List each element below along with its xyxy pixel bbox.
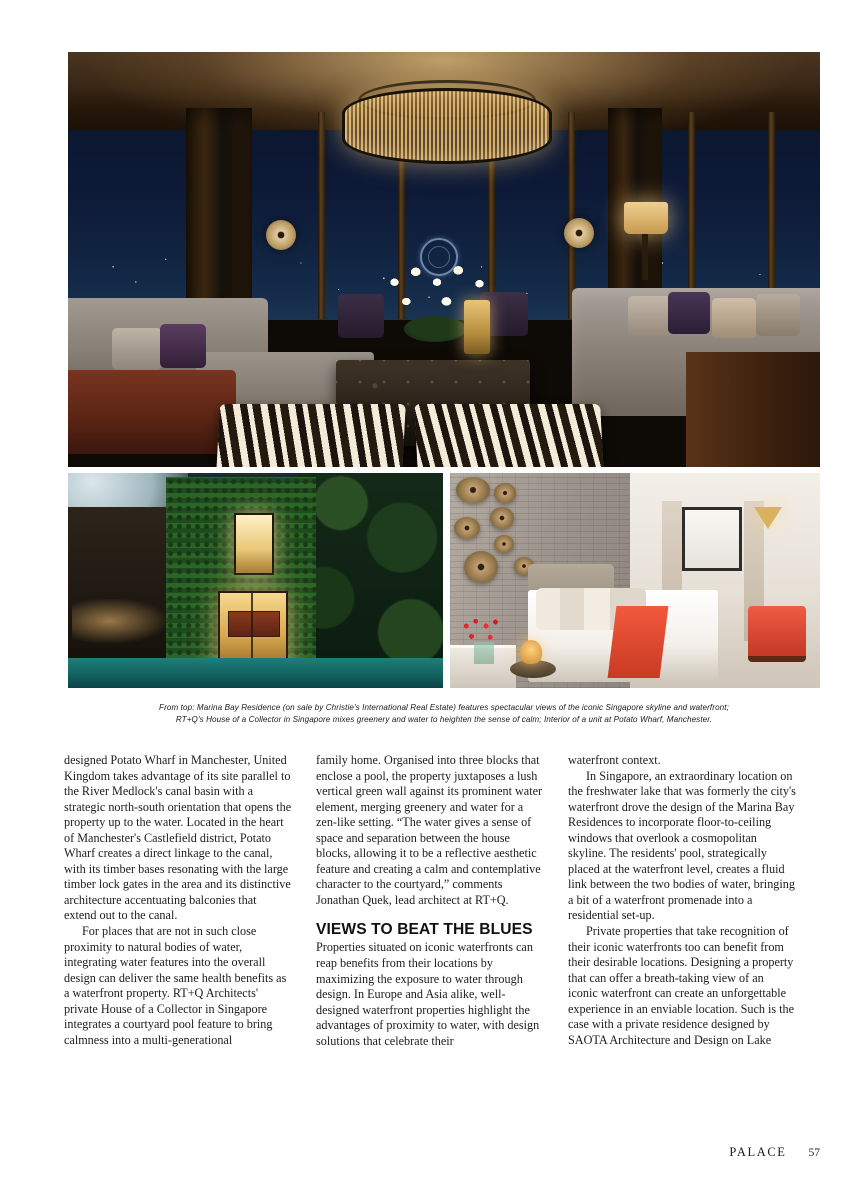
hero-pillow-tan [712,298,756,338]
wall-disc-left [266,220,296,250]
chandelier-icon [342,80,552,166]
wall-basket-3 [490,507,514,529]
footer-brand: PALACE [729,1145,787,1159]
table-lamp-icon [624,202,668,234]
wall-basket-2 [494,483,516,503]
hero-column-left [186,108,252,320]
hero-pillow-grey-1 [112,328,162,370]
col1-paragraph-2: For places that are not in such close proximity to natural bodies of water, integrating water features into the overall design can deliver the same health benefits as a waterfront property. RT+Q Architects' private House of a Collector in Singapore integrates a courtyard pool feature to bring calmness into a multi-generational [64,924,287,1047]
column-1 [64,753,316,1049]
gold-lantern-icon [464,300,490,354]
col3-paragraph-1: waterfront context. [568,753,661,767]
tree-canopy [297,473,443,688]
hero-pillow-grey-2 [628,296,672,336]
hero-cabinet [686,352,820,467]
reflecting-pool [68,658,443,688]
col2-paragraph-1: family home. Organised into three blocks that enclose a pool, the property juxtaposes a lush vertical green wall against its prominent water element, merging greenery and water for a zen-like setting. “The water gives a sense of space and separation between the house blocks, allowing it to be a reflective aesthetic feature and creating a calm and contemplative character to the courtyard,” comments Jonathan Quek, lead architect at RT+Q. [316,753,543,907]
col3-paragraph-2: In Singapore, an extraordinary location on the freshwater lake that was formerly the city's waterfront drove the design of the Marina Bay Residences to incorporate floor-to-ceiling windows that overlook a cosmopolitan skyline. The residents' pool, strategically placed at the waterfront level, creates a fluid link between the two bodies of water, bringing a bit of a waterfront promenade into a residential set-up. [568,768,796,923]
page-footer [729,1145,820,1160]
hero-pillow-plum [160,324,206,368]
red-throw-blanket [608,606,669,678]
house-left-wing [68,507,172,671]
column-2 [316,753,568,1049]
column-3 [568,753,820,1049]
section-heading-views-to-beat-the-blues: VIEWS TO BEAT THE BLUES [316,921,533,939]
photo-caption [68,702,820,725]
red-armchair [748,606,806,662]
wall-basket-1 [456,477,490,503]
upper-lit-window [234,513,274,575]
caption-line-2: RT+Q's House of a Collector in Singapore mixes greenery and water to heighten the sense of calm; Interior of a unit at Potato Wharf, Manchester. [175,714,713,724]
hero-photo-marina-bay-residence [68,52,820,467]
wall-basket-6 [464,551,498,583]
wall-basket-4 [454,517,480,539]
photo-block [68,52,820,688]
zebra-stool-left [216,404,406,467]
wall-disc-right [564,218,594,248]
pendant-light-icon [754,507,782,529]
bedroom-window [682,507,742,571]
footer-page-number: 57 [808,1147,820,1159]
hero-pillow-grey-3 [756,294,800,336]
col2-paragraph-2: Properties situated on iconic waterfronts can reap benefits from their locations by maximizing the exposure to water through design. In Europe and Asia alike, well-designed waterfront properties highlight the advantages of proximity to water, with design solutions that celebrate their [316,940,540,1048]
wall-basket-5 [494,535,514,553]
amber-glass-lamp-icon [520,640,542,664]
interior-artwork [228,611,280,637]
caption-line-1: From top: Marina Bay Residence (on sale by Christie's International Real Estate) features spectacular views of the iconic Singapore skyline and waterfront; [159,703,729,712]
zebra-stool-right [414,404,604,467]
photo-potato-wharf-bedroom [450,473,820,688]
col1-paragraph-1: designed Potato Wharf in Manchester, United Kingdom takes advantage of its site parallel to the River Medlock's canal basin with a strategic north-south orientation that opens the property up to the water. Located in the heart of Manchester's Castlefield district, Potato Wharf creates a direct linkage to the canal, with its timber bases resonating with the large timber lock gates in the area and its distinctive architecture accentuating balconies that extend out to the canal. [64,753,292,923]
body-columns [64,753,820,1049]
col3-paragraph-3: Private properties that take recognition of their iconic waterfronts too can benefit from their desirable locations. Designing a property that can offer a breath-taking view of an iconic waterfront can create an unforgettable experience in an enviable location. Such is the case with a private residence designed by SAOTA Architecture and Design on Lake [568,924,795,1047]
photo-house-of-a-collector [68,473,443,688]
photo-row-secondary [68,473,820,688]
red-roses-icon [458,614,510,654]
hero-mullion-1 [318,112,325,319]
hero-pillow-purple-3 [668,292,710,334]
hero-leather-chair [68,370,236,454]
